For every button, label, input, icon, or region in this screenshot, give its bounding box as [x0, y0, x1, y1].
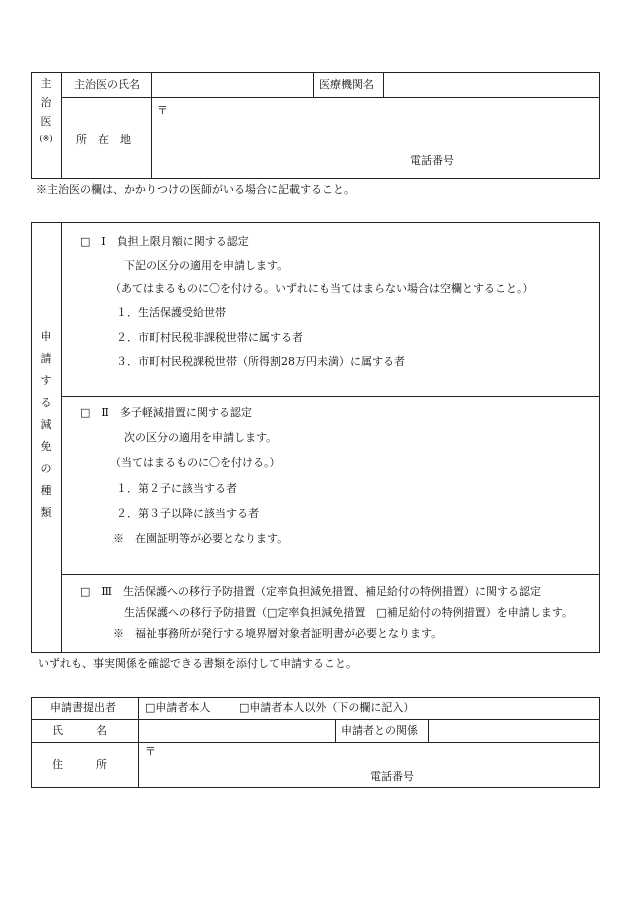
section1-item[interactable]: ３．市町村民税課税世帯（所得割28万円未満）に属する者 — [116, 355, 405, 368]
submitter-relation-divider-2 — [428, 719, 429, 742]
submitter-postal-mark: 〒 — [145, 745, 156, 758]
doctor-phone-label: 電話番号 — [410, 154, 454, 167]
submitter-name-field[interactable] — [140, 721, 333, 740]
doctor-divider-field — [151, 72, 152, 179]
reduction-section-divider-2 — [61, 574, 600, 575]
reduction-section-divider-1 — [61, 396, 600, 397]
doctor-address-label: 所 在 地 — [76, 133, 131, 146]
doctor-address-field[interactable] — [153, 99, 598, 177]
submitter-option-self[interactable]: □申請者本人 — [145, 701, 211, 714]
reduction-label-char: の — [40, 462, 52, 475]
section1-item[interactable]: ２．市町村民税非課税世帯に属する者 — [116, 331, 303, 344]
submitter-relation-field[interactable] — [430, 721, 598, 740]
doctor-label-note: (※) — [39, 134, 53, 143]
reduction-vertical-label — [31, 330, 61, 520]
reduction-label-char: 種 — [40, 484, 52, 497]
submitter-row-divider-2 — [31, 742, 600, 743]
reduction-label-char: る — [40, 396, 52, 409]
doctor-divider-inst2 — [383, 72, 384, 97]
doctor-label-char: 医 — [40, 115, 52, 128]
submitter-address-label: 住 所 — [52, 758, 107, 771]
doctor-postal-mark: 〒 — [157, 104, 168, 117]
submitter-option-other[interactable]: □申請者本人以外（下の欄に記入） — [239, 701, 415, 714]
doctor-row-divider — [61, 97, 600, 98]
submitter-row-label: 申請書提出者 — [50, 701, 116, 714]
section3-title[interactable]: □ Ⅲ 生活保護への移行予防措置（定率負担減免措置、補足給付の特例措置）に関する認定 — [80, 585, 541, 598]
section2-instruction: （当てはまるものに〇を付ける。） — [110, 456, 281, 469]
section3-line2[interactable]: 生活保護への移行予防措置（□定率負担減免措置 □補足給付の特例措置）を申請します。 — [124, 606, 573, 619]
section2-item[interactable]: ２．第３子以降に該当する者 — [116, 507, 259, 520]
doctor-divider-inst1 — [313, 72, 314, 97]
doctor-divider-label — [61, 72, 62, 179]
reduction-label-divider — [61, 222, 62, 653]
submitter-relation-label: 申請者との関係 — [341, 724, 418, 737]
reduction-label-char: 免 — [40, 440, 52, 453]
reduction-label-char: 申 — [40, 330, 52, 343]
reduction-label-char: 請 — [40, 352, 52, 365]
submitter-relation-divider-1 — [335, 719, 336, 742]
reduction-label-char: 減 — [40, 418, 52, 431]
doctor-note: ※主治医の欄は、かかりつけの医師がいる場合に記載すること。 — [36, 183, 355, 196]
doctor-name-label: 主治医の氏名 — [74, 78, 140, 91]
section2-title[interactable]: □ Ⅱ 多子軽減措置に関する認定 — [80, 406, 252, 419]
section2-item[interactable]: １．第２子に該当する者 — [116, 482, 237, 495]
doctor-label-char: 治 — [40, 96, 52, 109]
section2-intro: 次の区分の適用を申請します。 — [124, 431, 278, 444]
submitter-address-field[interactable] — [140, 744, 598, 786]
section3-note: ※ 福祉事務所が発行する境界層対象者証明書が必要となります。 — [113, 627, 443, 640]
submitter-phone-label: 電話番号 — [370, 770, 414, 783]
section1-intro: 下記の区分の適用を申請します。 — [124, 259, 289, 272]
section1-item[interactable]: １．生活保護受給世帯 — [116, 306, 226, 319]
doctor-vertical-label — [31, 77, 61, 146]
section1-instruction: （あてはまるものに〇を付ける。いずれにも当てはまらない場合は空欄とすること。） — [110, 282, 534, 295]
section2-note: ※ 在園証明等が必要となります。 — [113, 532, 289, 545]
doctor-name-field[interactable] — [153, 74, 311, 95]
reduction-label-char: 類 — [40, 506, 52, 519]
doctor-institution-field[interactable] — [385, 74, 598, 95]
doctor-institution-label: 医療機関名 — [319, 78, 374, 91]
submitter-row-divider-1 — [31, 719, 600, 720]
section1-title[interactable]: □ Ⅰ 負担上限月額に関する認定 — [80, 235, 249, 248]
reduction-label-char: す — [40, 374, 52, 387]
reduction-footer-note: いずれも、事実関係を確認できる書類を添付して申請すること。 — [38, 657, 357, 670]
doctor-label-char: 主 — [40, 77, 52, 90]
submitter-name-label: 氏 名 — [52, 724, 107, 737]
